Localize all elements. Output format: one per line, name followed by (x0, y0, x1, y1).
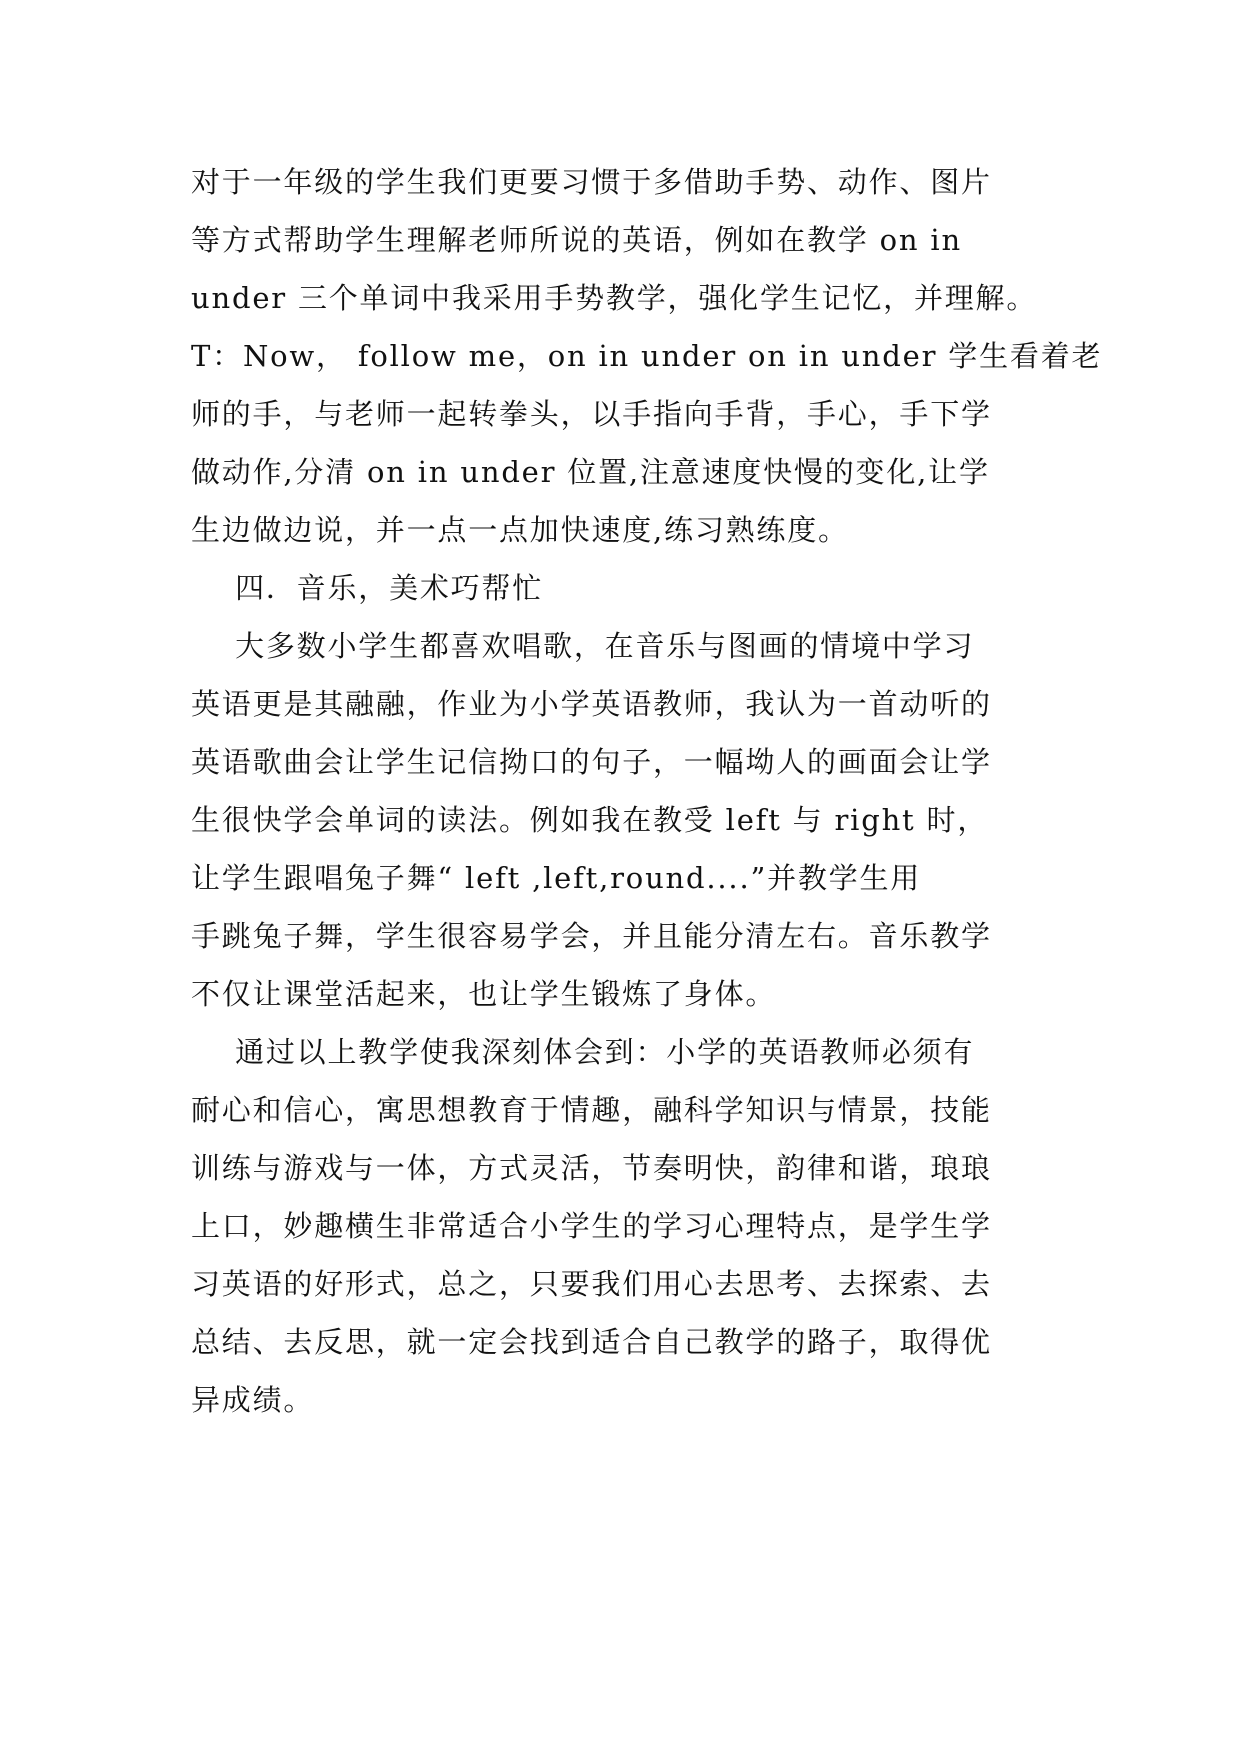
text-line: T：Now， follow me，on in under on in under 学生看着老 (191, 339, 1103, 373)
text-line: 生很快学会单词的读法。例如我在教受 left 与 right 时， (191, 803, 989, 837)
text-line: 上口，妙趣横生非常适合小学生的学习心理特点，是学生学 (191, 1209, 992, 1243)
text-line: 生边做边说，并一点一点加快速度,练习熟练度。 (191, 513, 849, 547)
text-line: 总结、去反思，就一定会找到适合自己教学的路子，取得优 (191, 1325, 992, 1359)
text-line: 英语歌曲会让学生记信拗口的句子，一幅坳人的画面会让学 (191, 745, 992, 779)
text-line: 让学生跟唱兔子舞“ left ,left,round....”并教学生用 (191, 861, 922, 895)
section-heading: 四．音乐，美术巧帮忙 (191, 571, 544, 605)
text-line: 通过以上教学使我深刻体会到：小学的英语教师必须有 (191, 1035, 975, 1069)
text-line: 英语更是其融融，作业为小学英语教师，我认为一首动听的 (191, 687, 992, 721)
text-line: 耐心和信心，寓思想教育于情趣，融科学知识与情景，技能 (191, 1093, 992, 1127)
text-line: 等方式帮助学生理解老师所说的英语，例如在教学 on in (191, 223, 962, 257)
text-line: 不仅让课堂活起来，也让学生锻炼了身体。 (191, 977, 777, 1011)
text-line: 做动作,分清 on in under 位置,注意速度快慢的变化,让学 (191, 455, 990, 489)
text-line: 师的手，与老师一起转拳头，以手指向手背，手心，手下学 (191, 397, 992, 431)
text-line: 异成绩。 (191, 1383, 315, 1417)
text-line: 对于一年级的学生我们更要习惯于多借助手势、动作、图片 (191, 165, 992, 199)
text-line: 大多数小学生都喜欢唱歌，在音乐与图画的情境中学习 (191, 629, 975, 663)
text-line: 训练与游戏与一体，方式灵活，节奏明快，韵律和谐，琅琅 (191, 1151, 992, 1185)
text-line: under 三个单词中我采用手势教学，强化学生记忆，并理解。 (191, 281, 1038, 315)
text-line: 习英语的好形式，总之，只要我们用心去思考、去探索、去 (191, 1267, 992, 1301)
text-line: 手跳兔子舞，学生很容易学会，并且能分清左右。音乐教学 (191, 919, 992, 953)
